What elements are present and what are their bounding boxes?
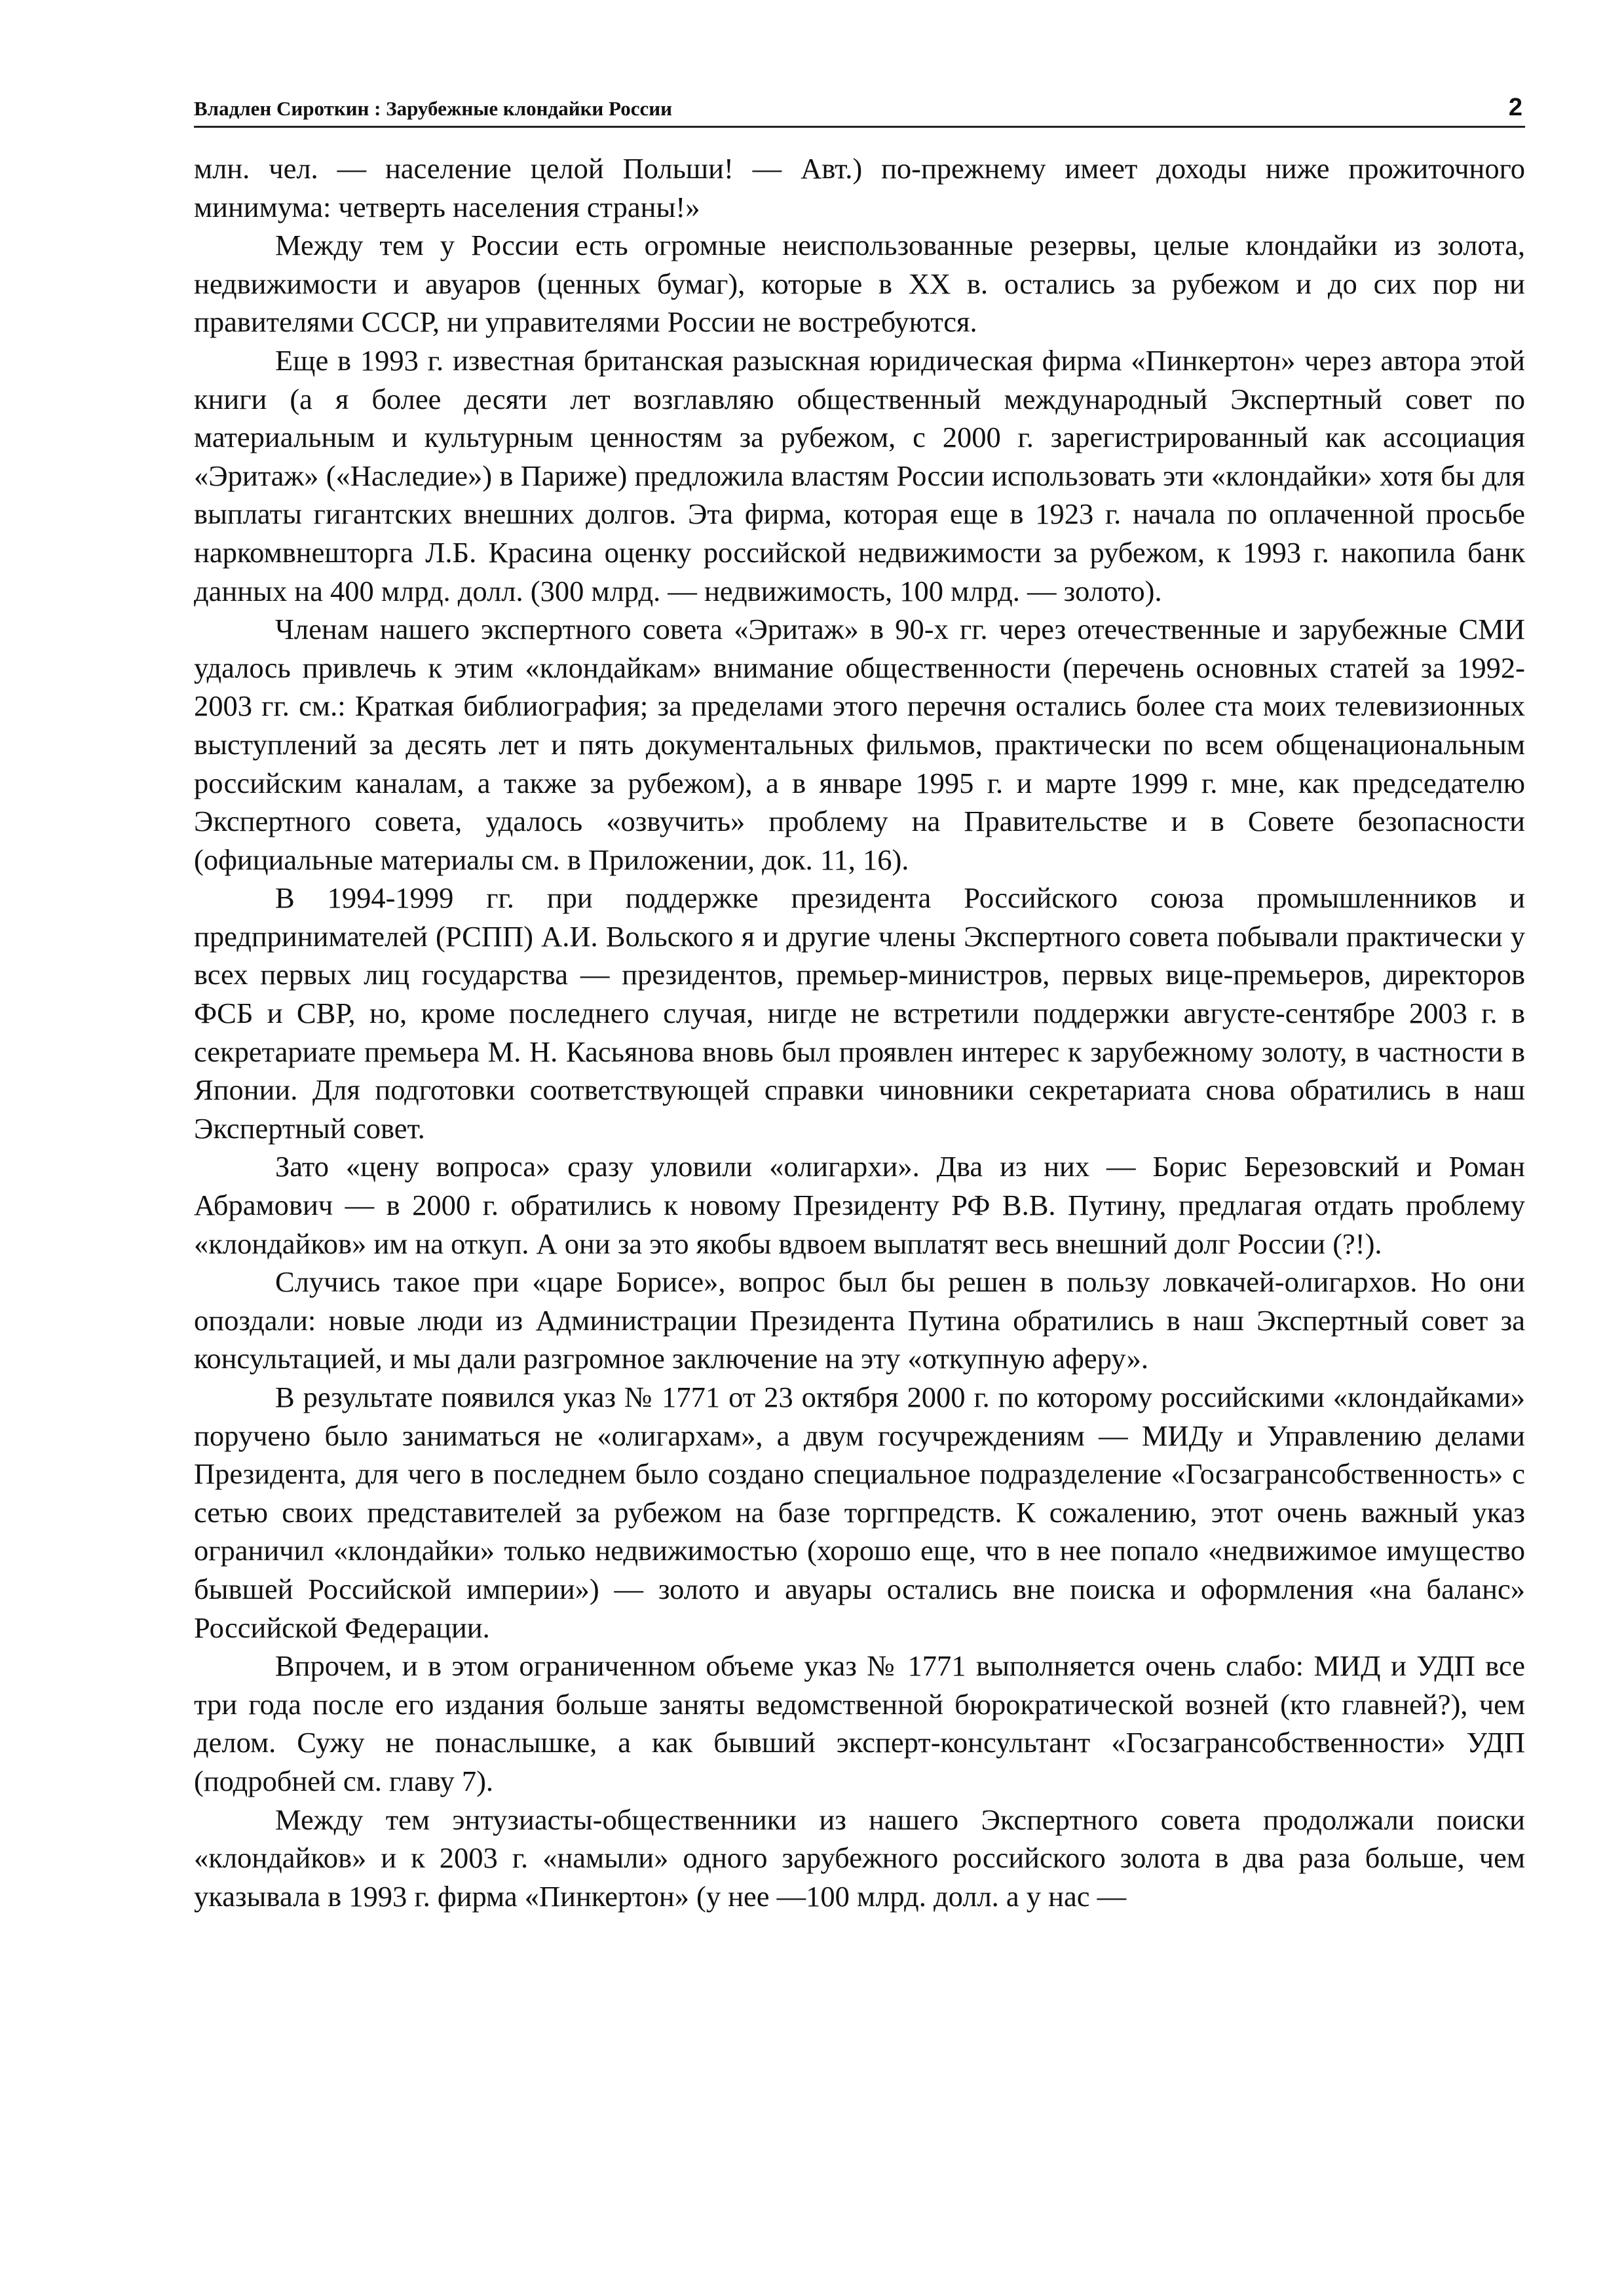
- paragraph: В результате появился указ № 1771 от 23 октября 2000 г. по которому российскими «клондайками» поручено было заниматься не «олигархам», а двум госучреждениям — МИДу и Управлению делами Президента, для чего в последнем было создано специальное подразделение «Госзагрансобственность» с сетью своих представителей за рубежом на базе торгпредств. К сожалению, этот очень важный указ ограничил «клондайки» только недвижимостью (хорошо еще, что в нее попало «недвижимое имущество бывшей Российской империи») — золото и авуары остались вне поиска и оформления «на баланс» Российской Федерации.: [194, 1381, 1525, 1644]
- body-text: [194, 149, 1525, 1915]
- header-title: Владлен Сироткин : Зарубежные клондайки России: [194, 97, 672, 120]
- paragraph: В 1994-1999 гг. при поддержке президента Российского союза промышленников и предпринимателей (РСПП) А.И. Вольского я и другие члены Экспертного совета побывали практически у всех первых лиц государства — президентов, премьер-министров, первых вице-премьеров, директоров ФСБ и СВР, но, кроме последнего случая, нигде не встретили поддержки августе-сентябре 2003 г. в секретариате премьера М. Н. Касьянова вновь был проявлен интерес к зарубежному золоту, в частности в Японии. Для подготовки соответствующей справки чиновники секретариата снова обратились в наш Экспертный совет.: [194, 881, 1525, 1145]
- paragraph: Членам нашего экспертного совета «Эритаж» в 90-х гг. через отечественные и зарубежные СМИ удалось привлечь к этим «клондайкам» внимание общественности (перечень основных статей за 1992-2003 гг. см.: Краткая библиография; за пределами этого перечня остались более ста моих телевизионных выступлений за десять лет и пять документальных фильмов, практически по всем общенациональным российским каналам, а также за рубежом), а в январе 1995 г. и марте 1999 г. мне, как председателю Экспертного совета, удалось «озвучить» проблему на Правительстве и в Совете безопасности (официальные материалы см. в Приложении, док. 11, 16).: [194, 613, 1525, 876]
- paragraph: Случись такое при «царе Борисе», вопрос был бы решен в пользу ловкачей-олигархов. Но они опоздали: новые люди из Администрации Президента Путина обратились в наш Экспертный совет за консультацией, и мы дали разгромное заключение на эту «откупную аферу».: [194, 1265, 1525, 1375]
- paragraph: Еще в 1993 г. известная британская разыскная юридическая фирма «Пинкертон» через автора этой книги (а я более десяти лет возглавляю общественный международный Экспертный совет по материальным и культурным ценностям за рубежом, с 2000 г. зарегистрированный как ассоциация «Эритаж» («Наследие») в Париже) предложила властям России использовать эти «клондайки» хотя бы для выплаты гигантских внешних долгов. Эта фирма, которая еще в 1923 г. начала по оплаченной просьбе наркомвнешторга Л.Б. Красина оценку российской недвижимости за рубежом, к 1993 г. накопила банк данных на 400 млрд. долл. (300 млрд. — недвижимость, 100 млрд. — золото).: [194, 343, 1525, 607]
- page-number: 2: [1508, 94, 1522, 121]
- paragraph: Между тем у России есть огромные неиспользованные резервы, целые клондайки из золота, недвижимости и авуаров (ценных бумаг), которые в XX в. остались за рубежом и до сих пор ни правителями СССР, ни управителями России не востребуются.: [194, 229, 1525, 339]
- running-header: [194, 90, 1525, 127]
- paragraph-continued: млн. чел. — население целой Польши! — Авт.) по-прежнему имеет доходы ниже прожиточного минимума: четверть населения страны!»: [194, 152, 1525, 223]
- paragraph: Зато «цену вопроса» сразу уловили «олигархи». Два из них — Борис Березовский и Роман Абрамович — в 2000 г. обратились к новому Президенту РФ В.В. Путину, предлагая отдать проблему «клондайков» им на откуп. А они за это якобы вдвоем выплатят весь внешний долг России (?!).: [194, 1150, 1525, 1260]
- paragraph: Впрочем, и в этом ограниченном объеме указ № 1771 выполняется очень слабо: МИД и УДП все три года после его издания больше заняты ведомственной бюрократической возней (кто главней?), чем делом. Сужу не понаслышке, а как бывший эксперт-консультант «Госзагрансобственности» УДП (подробней см. главу 7).: [194, 1649, 1525, 1797]
- header-rule: [194, 126, 1525, 128]
- paragraph: Между тем энтузиасты-общественники из нашего Экспертного совета продолжали поиски «клондайков» и к 2003 г. «намыли» одного зарубежного российского золота в два раза больше, чем указывала в 1993 г. фирма «Пинкертон» (у нее —100 млрд. долл. а у нас —: [194, 1803, 1525, 1913]
